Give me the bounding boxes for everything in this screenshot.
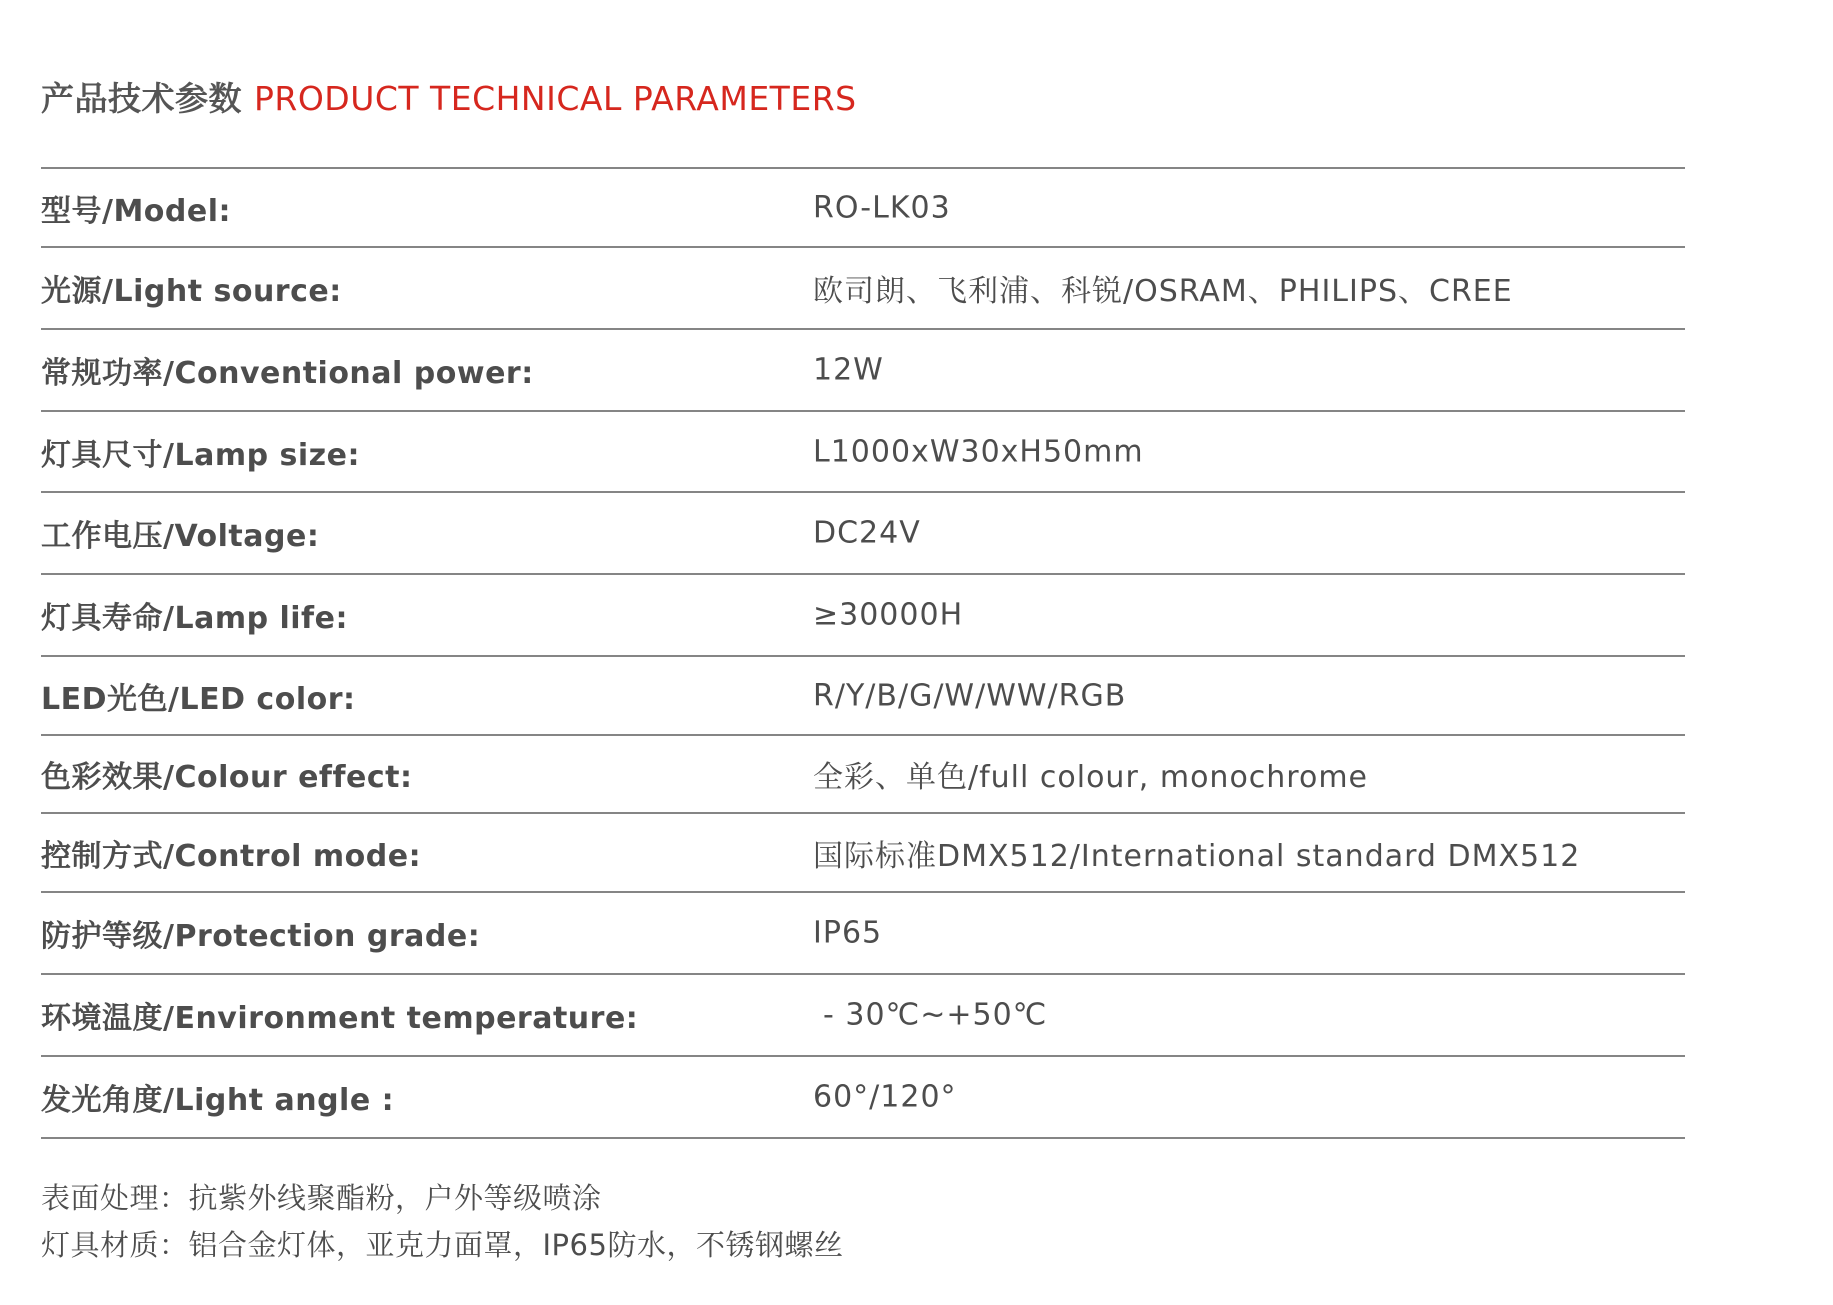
spec-row-control-mode [41, 814, 1685, 893]
note-lamp-material: 灯具材质：铝合金灯体，亚克力面罩，IP65防水，不锈钢螺丝 [41, 1228, 844, 1262]
spec-value: R/Y/B/G/W/WW/RGB [813, 678, 1127, 713]
spec-value: 12W [813, 352, 884, 388]
spec-row-voltage [41, 493, 1685, 575]
spec-value: - 30℃~+50℃ [823, 997, 1048, 1033]
spec-value: DC24V [813, 515, 921, 551]
spec-table [41, 167, 1685, 1139]
spec-value: ≥30000H [813, 597, 964, 633]
spec-label: 色彩效果/Colour effect: [41, 760, 413, 795]
spec-row-lamp-size [41, 412, 1685, 493]
spec-value: IP65 [813, 915, 883, 951]
spec-label: 工作电压/Voltage: [41, 519, 320, 554]
page-title [41, 77, 857, 121]
spec-label: 常规功率/Conventional power: [41, 356, 534, 391]
spec-label: 发光角度/Light angle : [41, 1083, 395, 1118]
spec-row-light-angle [41, 1057, 1685, 1139]
spec-label: 光源/Light source: [41, 274, 342, 309]
spec-label: 灯具寿命/Lamp life: [41, 601, 348, 636]
spec-value: RO-LK03 [813, 190, 951, 225]
spec-row-temperature [41, 975, 1685, 1057]
spec-row-colour-effect [41, 736, 1685, 814]
spec-label: LED光色/LED color: [41, 681, 356, 717]
spec-row-lamp-life [41, 575, 1685, 657]
page-title-en: PRODUCT TECHNICAL PARAMETERS [254, 79, 857, 118]
spec-label: 环境温度/Environment temperature: [41, 1001, 639, 1036]
spec-label: 型号/Model: [41, 193, 232, 229]
spec-value: 欧司朗、飞利浦、科锐/OSRAM、PHILIPS、CREE [813, 274, 1513, 309]
spec-row-led-color [41, 657, 1685, 736]
spec-label: 防护等级/Protection grade: [41, 919, 481, 954]
spec-value: L1000xW30xH50mm [813, 434, 1144, 469]
spec-value: 60°/120° [813, 1079, 957, 1115]
note-surface-treatment: 表面处理：抗紫外线聚酯粉，户外等级喷涂 [41, 1181, 602, 1215]
page-title-cn: 产品技术参数 [41, 79, 242, 118]
spec-row-light-source [41, 248, 1685, 330]
spec-row-protection-grade [41, 893, 1685, 975]
spec-row-power [41, 330, 1685, 412]
spec-label: 控制方式/Control mode: [41, 838, 422, 874]
spec-row-model [41, 169, 1685, 248]
spec-value: 全彩、单色/full colour, monochrome [813, 760, 1369, 795]
spec-value: 国际标准DMX512/International standard DMX512 [813, 838, 1581, 874]
footnotes [41, 1175, 843, 1269]
spec-label: 灯具尺寸/Lamp size: [41, 437, 360, 473]
